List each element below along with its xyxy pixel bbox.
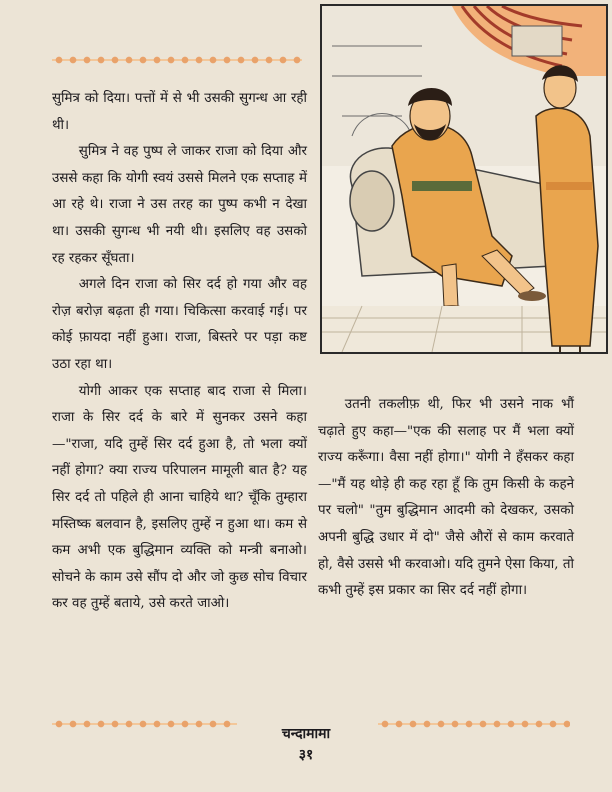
magazine-title: चन्दामामा [281, 726, 331, 742]
paragraph: सुमित्र को दिया। पत्तों में से भी उसकी सुगन्ध आ रही थी। [52, 91, 307, 133]
paragraph: योगी आकर एक सप्ताह बाद राजा से मिला। राजा के सिर दर्द के बारे में सुनकर उसने कहा—"राजा, यदि तुम्हें सिर दर्द हुआ है, तो भला क्यों नहीं होगा? क्या राज्य परिपालन मामूली बात है? यह सिर दर्द तो पहिले ही आना चाहिये था? चूँकि तुम्हारा मस्तिष्क बलवान है, इसलिए तुम्हें न हुआ था। कम से कम अभी एक बुद्धिमान व्यक्ति को मन्त्री बनाओ। सोचने के काम उसे सौंप दो और जो कुछ सोच विचार कर वह तुम्हें बताये, उसे करते जाओ। [52, 383, 307, 612]
paragraph: सुमित्र ने वह पुष्प ले जाकर राजा को दिया और उससे कहा कि योगी स्वयं उससे मिलने एक सप्ताह में आ रहे थे। राजा ने उस तरह का पुष्प कभी न देखा था। उसकी सुगन्ध भी नयी थी। इसलिए वह उसको रह रहकर सूँघता। [52, 144, 307, 266]
paragraph: अगले दिन राजा को सिर दर्द हो गया और वह रोज़ बरोज़ बढ़ता ही गया। चिकित्सा करवाई गई। पर कोई फ़ायदा नहीं हुआ। राजा, बिस्तरे पर पड़ा कष्ट उठा रहा था। [52, 277, 307, 372]
right-text-column [318, 392, 574, 605]
story-illustration [320, 4, 608, 354]
paragraph: उतनी तकलीफ़ थी, फिर भी उसने नाक भौं चढ़ाते हुए कहा—"एक की सलाह पर मैं भला क्यों राज्य करूँगा। वैसा नहीं होगा।" योगी ने हँसकर कहा—"मैं यह थोड़े ही कह रहा हूँ कि तुम किसी के कहने पर चलो" "तुम बुद्धिमान आदमी को देखकर, उसको अपनी बुद्धि उधार में दो" जैसे औरों से काम करवाते हो, वैसे उससे भी करवाओ। यदि तुमने ऐसा किया, तो कभी तुम्हें इस प्रकार का सिर दर्द नहीं होगा। [318, 397, 574, 599]
left-text-column [52, 86, 307, 618]
decorative-border-top [52, 54, 302, 66]
page-number: ३१ [298, 747, 314, 763]
